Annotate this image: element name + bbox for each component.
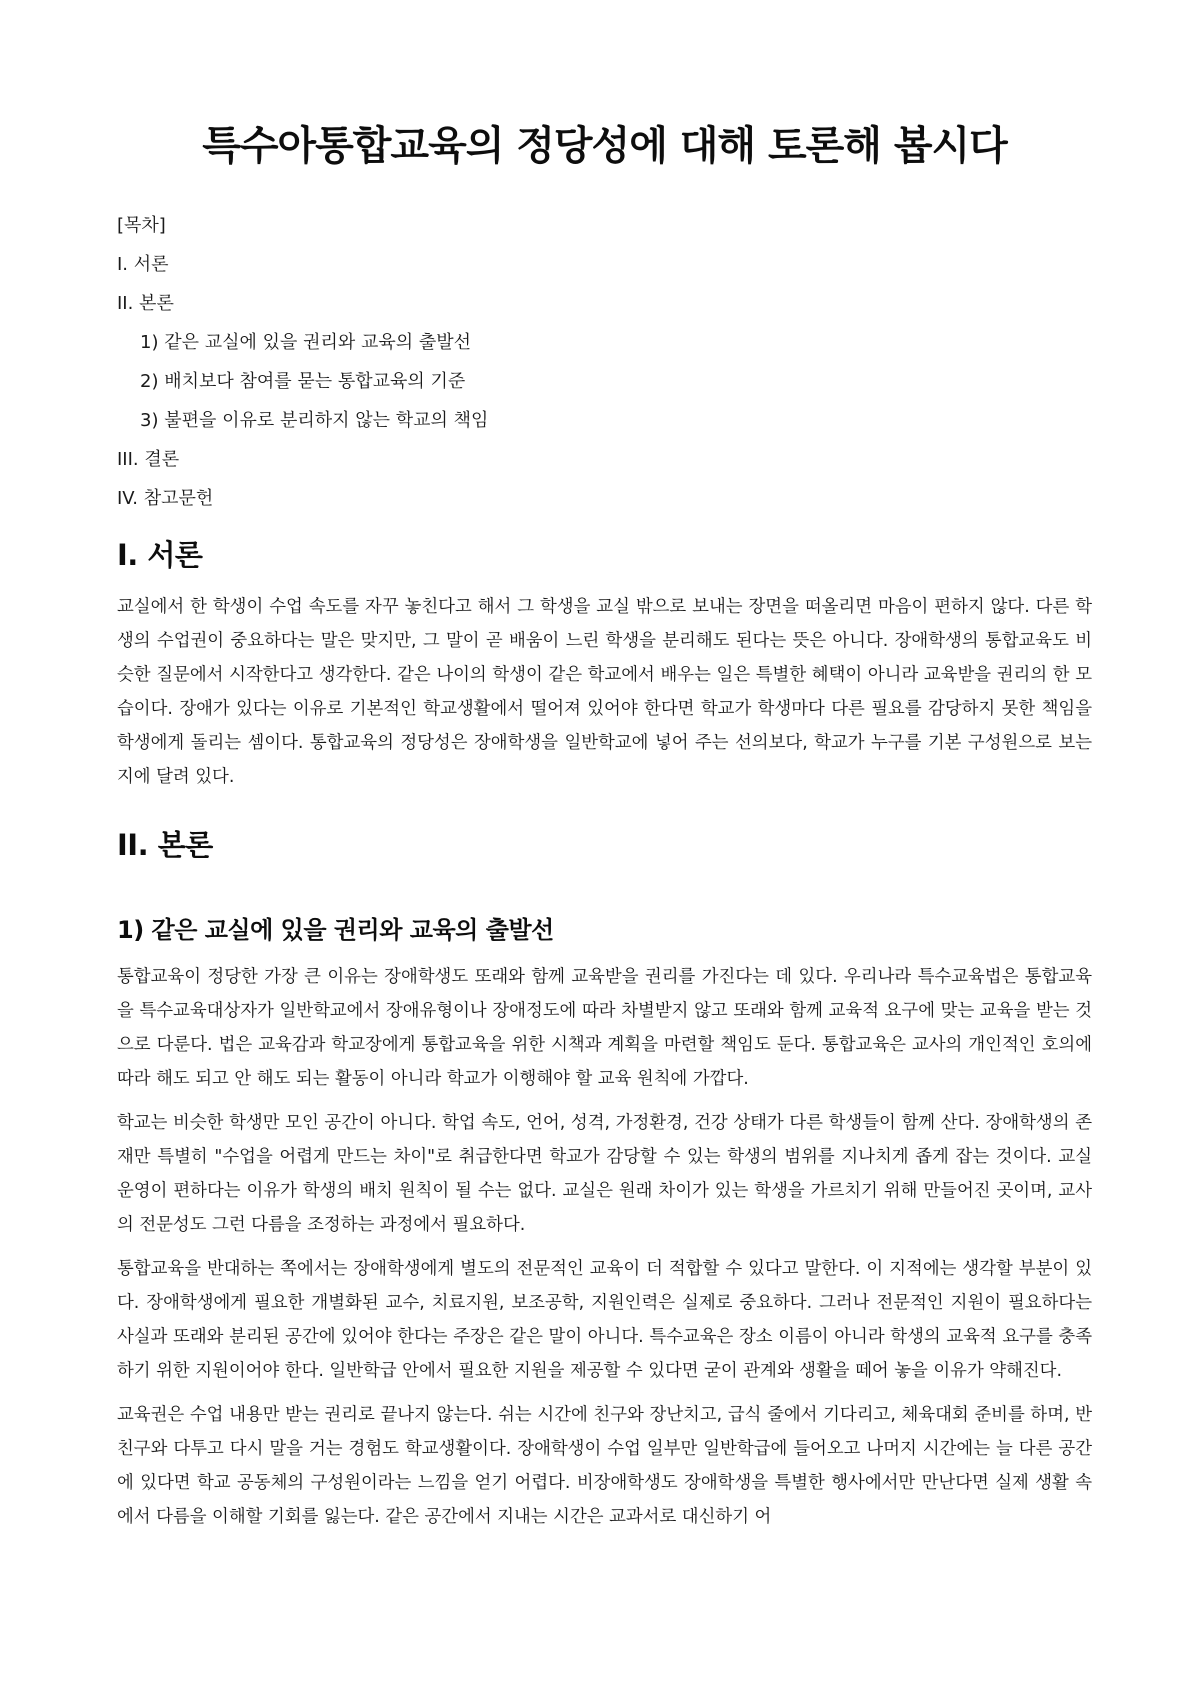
subsection-1-heading: 1) 같은 교실에 있을 권리와 교육의 출발선 — [117, 916, 554, 944]
toc-item-main-body: II. 본론 — [117, 293, 174, 314]
toc-item-subsection-1: 1) 같은 교실에 있을 권리와 교육의 출발선 — [140, 332, 472, 353]
subsection-1-paragraph-2: 학교는 비슷한 학생만 모인 공간이 아니다. 학업 속도, 언어, 성격, 가정환경, 건강 상태가 다른 학생들이 함께 산다. 장애학생의 존재만 특별히 "수업을 어렵게 만드는 차이"로 취급한다면 학교가 감당할 수 있는 학생의 범위를 지나치게 좁게 잡는 것이다. 교실 운영이 편하다는 이유가 학생의 배치 원칙이 될 수는 없다. 교실은 원래 차이가 있는 학생을 가르치기 위해 만들어진 곳이며, 교사의 전문성도 그런 다름을 조정하는 과정에서 필요하다. — [117, 1113, 1092, 1235]
document-title: 특수아통합교육의 정당성에 대해 토론해 봅시다 — [202, 123, 1007, 169]
main-body-heading: II. 본론 — [117, 828, 213, 862]
introduction-section — [117, 534, 1092, 794]
toc-item-introduction: I. 서론 — [117, 254, 169, 275]
toc-item-subsection-3: 3) 불편을 이유로 분리하지 않는 학교의 책임 — [140, 410, 489, 431]
subsection-1-paragraph-1: 통합교육이 정당한 가장 큰 이유는 장애학생도 또래와 함께 교육받을 권리를 가진다는 데 있다. 우리나라 특수교육법은 통합교육을 특수교육대상자가 일반학교에서 장애유형이나 장애정도에 따라 차별받지 않고 또래와 함께 교육적 요구에 맞는 교육을 받는 것으로 다룬다. 법은 교육감과 학교장에게 통합교육을 위한 시책과 계획을 마련할 책임도 둔다. 통합교육은 교사의 개인적인 호의에 따라 해도 되고 안 해도 되는 활동이 아니라 학교가 이행해야 할 교육 원칙에 가깝다. — [117, 967, 1092, 1089]
table-of-contents — [117, 206, 1092, 518]
toc-item-subsection-2: 2) 배치보다 참여를 묻는 통합교육의 기준 — [140, 371, 466, 392]
introduction-heading: I. 서론 — [117, 538, 203, 572]
subsection-1-paragraph-3: 통합교육을 반대하는 쪽에서는 장애학생에게 별도의 전문적인 교육이 더 적합할 수 있다고 말한다. 이 지적에는 생각할 부분이 있다. 장애학생에게 필요한 개별화된 교수, 치료지원, 보조공학, 지원인력은 실제로 중요하다. 그러나 전문적인 지원이 필요하다는 사실과 또래와 분리된 공간에 있어야 한다는 주장은 같은 말이 아니다. 특수교육은 장소 이름이 아니라 학생의 교육적 요구를 충족하기 위한 지원이어야 한다. 일반학급 안에서 필요한 지원을 제공할 수 있다면 굳이 관계와 생활을 떼어 놓을 이유가 약해진다. — [117, 1259, 1092, 1381]
toc-item-conclusion: III. 결론 — [117, 449, 180, 470]
toc-heading: [목차] — [117, 215, 166, 236]
toc-item-references: IV. 참고문헌 — [117, 488, 214, 509]
introduction-paragraph: 교실에서 한 학생이 수업 속도를 자꾸 놓친다고 해서 그 학생을 교실 밖으로 보내는 장면을 떠올리면 마음이 편하지 않다. 다른 학생의 수업권이 중요하다는 말은 맞지만, 그 말이 곧 배움이 느린 학생을 분리해도 된다는 뜻은 아니다. 장애학생의 통합교육도 비슷한 질문에서 시작한다고 생각한다. 같은 나이의 학생이 같은 학교에서 배우는 일은 특별한 혜택이 아니라 교육받을 권리의 한 모습이다. 장애가 있다는 이유로 기본적인 학교생활에서 떨어져 있어야 한다면 학교가 학생마다 다른 필요를 감당하지 못한 책임을 학생에게 돌리는 셈이다. 통합교육의 정당성은 장애학생을 일반학교에 넣어 주는 선의보다, 학교가 누구를 기본 구성원으로 보는지에 달려 있다. — [117, 597, 1092, 787]
main-body-section — [117, 824, 1092, 1534]
subsection-1-paragraph-4: 교육권은 수업 내용만 받는 권리로 끝나지 않는다. 쉬는 시간에 친구와 장난치고, 급식 줄에서 기다리고, 체육대회 준비를 하며, 반 친구와 다투고 다시 말을 거는 경험도 학교생활이다. 장애학생이 수업 일부만 일반학급에 들어오고 나머지 시간에는 늘 다른 공간에 있다면 학교 공동체의 구성원이라는 느낌을 얻기 어렵다. 비장애학생도 장애학생을 특별한 행사에서만 만난다면 실제 생활 속에서 다름을 이해할 기회를 잃는다. 같은 공간에서 지내는 시간은 교과서로 대신하기 어 — [117, 1405, 1092, 1527]
